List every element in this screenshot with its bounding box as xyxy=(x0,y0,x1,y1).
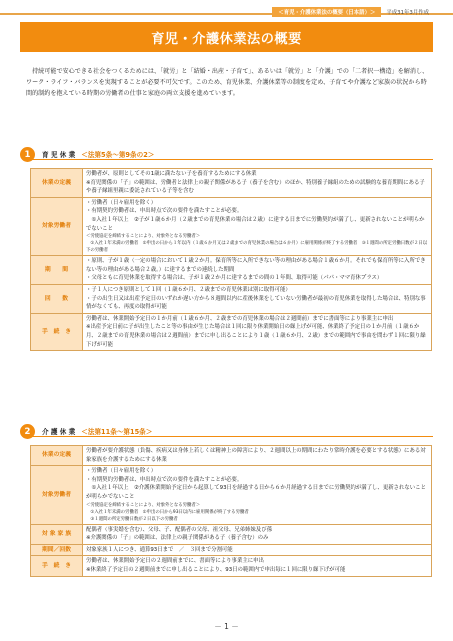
row-line: 労働者が、原則としてその1歳に満たない子を養育するためにする休業 xyxy=(86,171,257,177)
row-line: ＜労使協定を締結することにより、対象外となる労働者＞ xyxy=(86,234,201,240)
row-line: ・有期契約労働者は、申出時点で次の要件を満たすことが必要。 xyxy=(86,476,243,483)
section-2-law: ＜法第11条～第15条＞ xyxy=(81,428,153,436)
section-1-number: 1 xyxy=(20,147,35,162)
row-line: 配偶者（事実婚を含む）、父母、子、配偶者の父母、祖父母、兄弟姉妹及び孫 xyxy=(86,526,272,533)
row-line: ※出産予定日前に子が出生したこと等の事由が生じた場合は１回に限り休業開始日の繰上げが可能、休業終了予定日の１か月前（１歳６か月、２歳までの育児休業の場合は２週間前）までに申し出ることにより１歳（１歳６か月、２歳）までの範囲内で事由を問わず１回に限り繰下げが可能 xyxy=(86,324,426,348)
section-1-table xyxy=(30,168,432,351)
row-line: ①入社１年以上 ②子が１歳６か月（２歳までの育児休業の場合は２歳）に達する日までに労働契約が満了し、更新されないことが明らかでないこと xyxy=(86,216,425,232)
row-key: 対象労働者 xyxy=(31,466,83,524)
row-key: 対 象 家 族 xyxy=(31,524,83,544)
section-1-heading xyxy=(20,147,433,162)
row-key: 対象労働者 xyxy=(31,197,83,255)
table-row xyxy=(31,544,432,556)
section-1-title: 育 児 休 業 xyxy=(42,151,76,159)
row-value xyxy=(83,284,432,313)
row-line: ①入社１年未満の労働者 ②申出の日から１年以内（１歳６か月又は２歳までの育児休業の場合は６か月）に雇用関係が終了する労働者 ③１週間の所定労働日数が２日以下の労働者 xyxy=(86,241,428,254)
page-number: － 1 － xyxy=(214,622,239,631)
header-date: 平成31年3月作成 xyxy=(386,9,429,16)
section-2-number: 2 xyxy=(20,424,35,439)
row-line: ・父母ともに育児休業を取得する場合は、子が１歳２か月に達するまでの間の１年間、取得可能（パパ・ママ育休プラス） xyxy=(86,275,383,282)
header-tag-title: ＜育児・介護休業法の概要（日本語）＞ xyxy=(272,7,381,17)
row-line: 対象家族１人につき、通算93日まで ／ ３回まで分割可能 xyxy=(86,546,233,553)
row-line: ①入社１年未満の労働者 ②申出の日から93日以内に雇用関係が終了する労働者 xyxy=(86,509,249,515)
row-value xyxy=(83,544,432,556)
table-row xyxy=(31,169,432,198)
row-line: ※介護関係の「子」の範囲は、法律上の親子関係がある子（養子含む）のみ xyxy=(86,535,269,542)
section-1-label xyxy=(42,149,154,159)
intro-paragraph: 持続可能で安心できる社会をつくるためには、「就労」と「結婚・出産・子育て」、あるいは「就労」と「介護」での「二者択一構造」を解消し、ワーク・ライフ・バランスを実現することが必要不可欠です。このため、育児休業、介護休業等の制度を定め、子育てや介護など家族の状況から時間的制約を抱えている時期の労働者の仕事と家庭の両立支援を進めています。 xyxy=(26,68,429,97)
section-2-title: 介 護 休 業 xyxy=(42,428,76,436)
row-key: 期間／回数 xyxy=(31,544,83,556)
table-row xyxy=(31,313,432,350)
row-line: ※育児関係の「子」の範囲は、労働者と法律上の親子関係がある子（養子を含む）のほか、特別養子縁組のための試験的な養育期間にある子や養子縁組里親に委託されている子等を含む xyxy=(86,179,425,195)
row-line: 労働者が要介護状態（負傷、疾病又は身体上若しくは精神上の障害により、２週間以上の期間にわたり常時介護を必要とする状態）にある対象家族を介護するためにする休業 xyxy=(86,448,426,463)
table-row xyxy=(31,524,432,544)
row-value xyxy=(83,524,432,544)
row-line: ・労働者（日々雇用を除く） xyxy=(86,199,157,206)
row-key: 回 数 xyxy=(31,284,83,313)
table-row xyxy=(31,197,432,255)
row-line: ・子１人につき原則として１回（１歳６か月、２歳までの育児休業は別に取得可能） xyxy=(86,286,291,293)
table-row xyxy=(31,256,432,285)
row-line: 労働者は、休業開始予定日の２週間前までに、書面等により事業主に申出 xyxy=(86,558,264,565)
row-line: ・労働者（日々雇用を除く） xyxy=(86,468,157,475)
row-key: 手 続 き xyxy=(31,556,83,576)
header-tag xyxy=(272,7,429,16)
section-2-heading xyxy=(20,424,433,439)
row-key: 手 続 き xyxy=(31,313,83,350)
row-key: 休業の定義 xyxy=(31,446,83,466)
table-row xyxy=(31,284,432,313)
table-row xyxy=(31,466,432,524)
row-value xyxy=(83,169,432,198)
row-key: 休業の定義 xyxy=(31,169,83,198)
row-value xyxy=(83,446,432,466)
row-value xyxy=(83,556,432,576)
row-value xyxy=(83,466,432,524)
row-line: 労働者は、休業開始予定日の１か月前（１歳６か月、２歳までの育児休業の場合は２週間前）までに書面等により事業主に申出 xyxy=(86,315,394,322)
section-1-law: ＜法第5条～第9条の2＞ xyxy=(81,151,155,159)
row-key: 期 間 xyxy=(31,256,83,285)
row-line: ・有期契約労働者は、申出時点で次の要件を満たすことが必要。 xyxy=(86,208,243,215)
row-line: ・原則、子が１歳（一定の場合において１歳２か月。保育所等に入所できない等の理由がある場合１歳６か月。それでも保育所等に入所できない等の理由がある場合２歳。）に達するまでの連続した期間 xyxy=(86,258,426,273)
row-line: ※休業終了予定日の２週間前までに申し出ることにより、93日の範囲内で申出毎に１回に限り繰下げが可能 xyxy=(86,566,346,573)
section-2-table xyxy=(30,445,432,577)
row-line: ＜労使協定を締結することにより、対象外となる労働者＞ xyxy=(86,502,201,508)
row-line: ③１週間の所定労働日数が２日以下の労働者 xyxy=(86,516,178,522)
row-line: ・子の出生日又は出産予定日のいずれか遅い方から８週間以内に産後休業をしていない労働者が最初の育児休業を取得した場合は、特別な事情がなくても、再度の取得が可能 xyxy=(86,295,426,311)
page-title: 育児・介護休業法の概要 xyxy=(20,22,433,52)
row-value xyxy=(83,313,432,350)
row-line: ①入社１年以上 ②介護休業開始予定日から起算して93日を経過する日から６か月経過する日までに労働契約が満了し、更新されないことが明らかでないこと xyxy=(86,485,426,500)
table-row xyxy=(31,556,432,576)
section-2-label xyxy=(42,426,152,436)
row-value xyxy=(83,197,432,255)
table-row xyxy=(31,446,432,466)
row-value xyxy=(83,256,432,285)
